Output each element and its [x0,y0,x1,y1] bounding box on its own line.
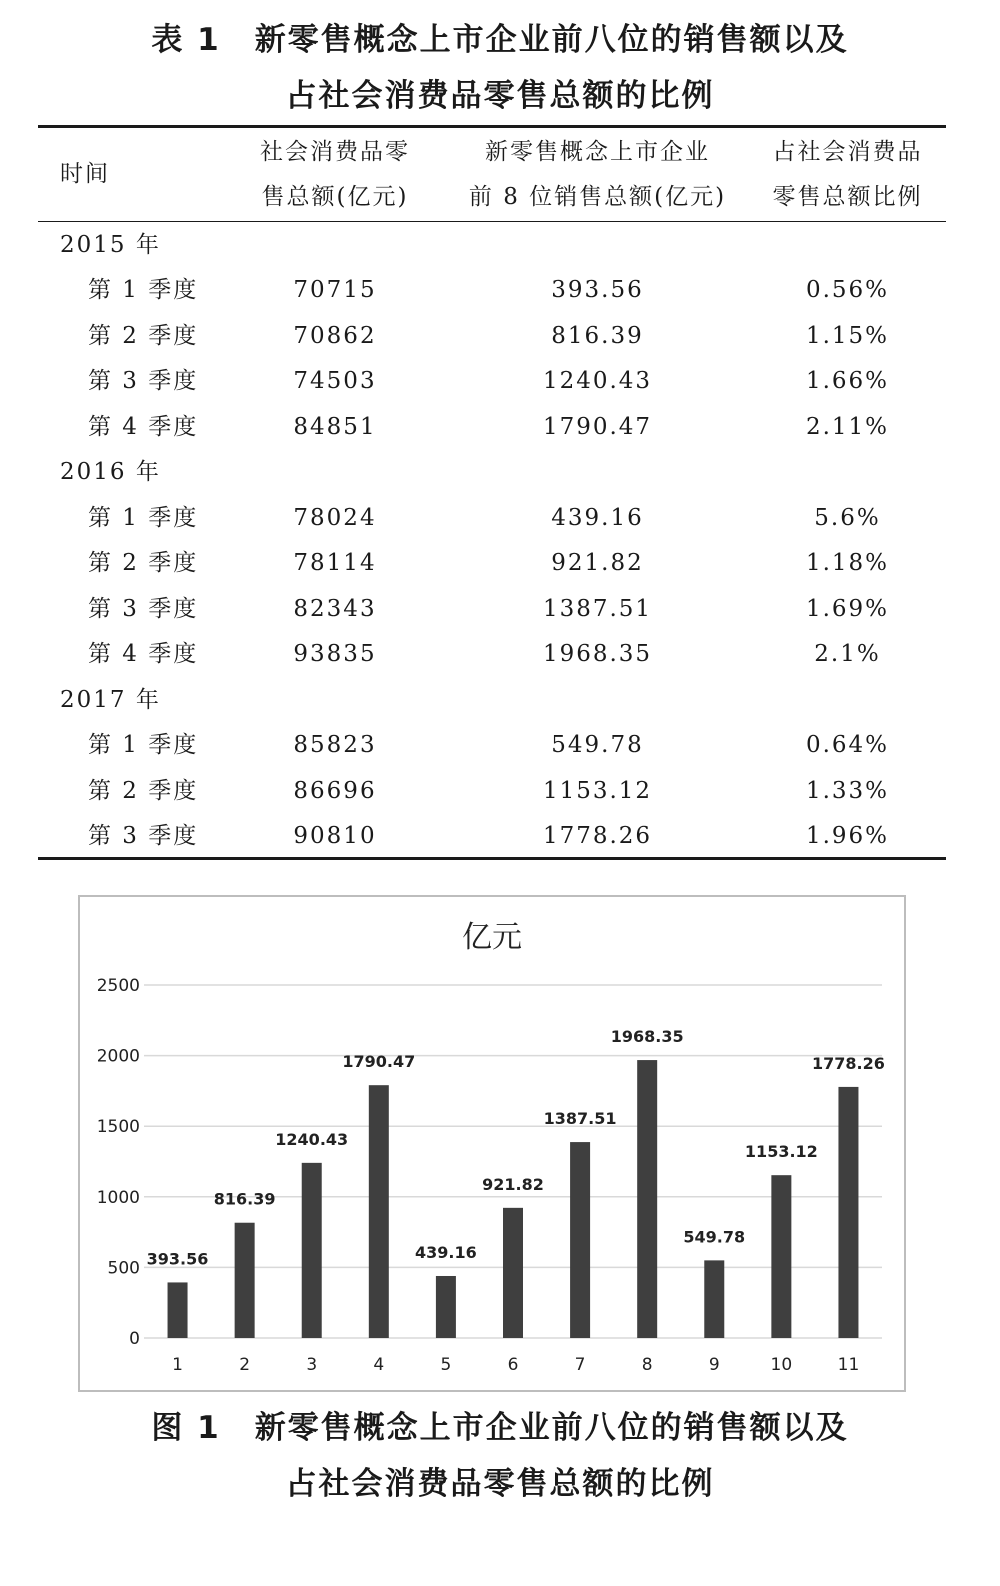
header-ratio-line2: 零售总额比例 [772,184,923,210]
cell-total: 78114 [293,550,377,576]
y-tick-label: 1000 [96,1187,140,1208]
header-ratio-line1: 占社会消费品 [772,139,923,165]
x-tick-label: 3 [306,1355,318,1375]
bar [235,1223,255,1338]
cell-top8: 1790.47 [542,414,653,440]
cell-ratio: 1.18% [805,550,890,576]
figure-title-line2: 占社会消费品零售总额的比例 [285,1466,715,1502]
figure-label: 图 1 [151,1410,221,1446]
cell-ratio: 1.96% [805,823,890,849]
cell-top8: 816.39 [551,323,644,349]
data-label: 1968.35 [610,1027,684,1047]
quarter-label: 第 1 季度 [88,277,199,303]
cell-total: 70862 [293,323,377,349]
cell-ratio: 1.33% [805,778,890,804]
x-tick-label: 8 [641,1355,653,1375]
quarter-label: 第 3 季度 [88,368,199,394]
bar [503,1208,523,1338]
x-tick-label: 6 [507,1355,519,1375]
x-tick-label: 7 [574,1355,586,1375]
figure-title: 新零售概念上市企业前八位的销售额以及 [254,1410,849,1446]
x-tick-label: 5 [440,1355,452,1375]
quarter-label: 第 1 季度 [88,505,199,531]
y-tick-label: 2500 [96,976,140,996]
header-top8-line2: 前 8 位销售总额(亿元) [468,184,727,210]
x-tick-label: 4 [373,1355,385,1375]
data-label: 921.82 [482,1174,544,1194]
table-caption-line1 [0,12,1000,68]
cell-top8: 549.78 [551,732,644,758]
header-time: 时间 [60,161,110,187]
bar [302,1163,322,1338]
cell-top8: 1153.12 [542,778,653,804]
bar [570,1142,590,1338]
quarter-label: 第 1 季度 [88,732,199,758]
cell-total: 84851 [293,414,377,440]
cell-total: 93835 [293,641,377,667]
data-label: 393.56 [146,1249,209,1269]
header-total-line1: 社会消费品零 [260,139,410,165]
cell-ratio: 5.6% [814,505,881,531]
x-tick-label: 11 [837,1355,860,1375]
quarter-label: 第 3 季度 [88,823,199,849]
data-label: 1790.47 [342,1052,416,1072]
table-caption [0,12,1000,124]
cell-total: 82343 [293,596,377,622]
cell-ratio: 0.64% [805,732,890,758]
data-label: 816.39 [213,1189,276,1209]
cell-ratio: 1.66% [805,368,890,394]
bar [369,1085,389,1338]
bar [838,1087,858,1338]
y-tick-label: 1500 [96,1117,140,1138]
table-label: 表 1 [151,22,221,58]
table-title: 新零售概念上市企业前八位的销售额以及 [254,22,849,58]
data-label: 439.16 [415,1242,477,1262]
figure-caption [0,1400,1000,1512]
cell-ratio: 1.15% [805,323,890,349]
cell-total: 74503 [293,368,377,394]
table-header-rule [38,221,946,222]
x-tick-label: 1 [172,1355,183,1375]
cell-top8: 921.82 [551,550,644,576]
x-tick-label: 10 [770,1355,793,1375]
cell-top8: 1387.51 [542,596,653,622]
header-top8-line1: 新零售概念上市企业 [485,139,710,165]
table-top-rule [38,125,946,128]
cell-ratio: 0.56% [805,277,890,303]
data-label: 549.78 [683,1227,746,1247]
quarter-label: 第 4 季度 [88,641,199,667]
data-label: 1153.12 [744,1142,818,1162]
quarter-label: 第 2 季度 [88,778,199,804]
quarter-label: 第 2 季度 [88,323,199,349]
data-label: 1240.43 [275,1129,349,1149]
chart-canvas [80,897,904,1390]
cell-total: 86696 [293,778,377,804]
x-tick-label: 2 [239,1355,251,1375]
bar [168,1282,188,1338]
year-row-label: 2016 年 [60,459,161,485]
bar [436,1276,456,1338]
cell-total: 70715 [293,277,377,303]
quarter-label: 第 3 季度 [88,596,199,622]
data-label: 1778.26 [812,1053,885,1073]
bar-chart [78,895,906,1392]
figure-caption-line1 [0,1400,1000,1456]
cell-top8: 393.56 [551,277,644,303]
header-total-line2: 售总额(亿元) [261,184,409,210]
bar [771,1175,791,1338]
cell-total: 85823 [293,732,377,758]
cell-top8: 1778.26 [542,823,653,849]
cell-ratio: 2.11% [805,414,890,440]
cell-total: 78024 [293,505,377,531]
cell-ratio: 2.1% [814,641,881,667]
table-title-line2: 占社会消费品零售总额的比例 [285,78,715,114]
y-tick-label: 0 [129,1329,140,1349]
y-tick-label: 2000 [96,1046,140,1067]
y-tick-label: 500 [107,1258,140,1279]
data-label: 1387.51 [543,1109,617,1129]
bar [637,1060,657,1338]
cell-total: 90810 [293,823,377,849]
cell-top8: 439.16 [551,505,644,531]
x-tick-label: 9 [708,1355,720,1375]
chart-title: 亿元 [462,920,522,955]
quarter-label: 第 4 季度 [88,414,199,440]
quarter-label: 第 2 季度 [88,550,199,576]
year-row-label: 2015 年 [60,232,161,258]
year-row-label: 2017 年 [60,687,161,713]
bar [704,1260,724,1338]
cell-ratio: 1.69% [805,596,890,622]
cell-top8: 1968.35 [542,641,653,667]
cell-top8: 1240.43 [542,368,653,394]
